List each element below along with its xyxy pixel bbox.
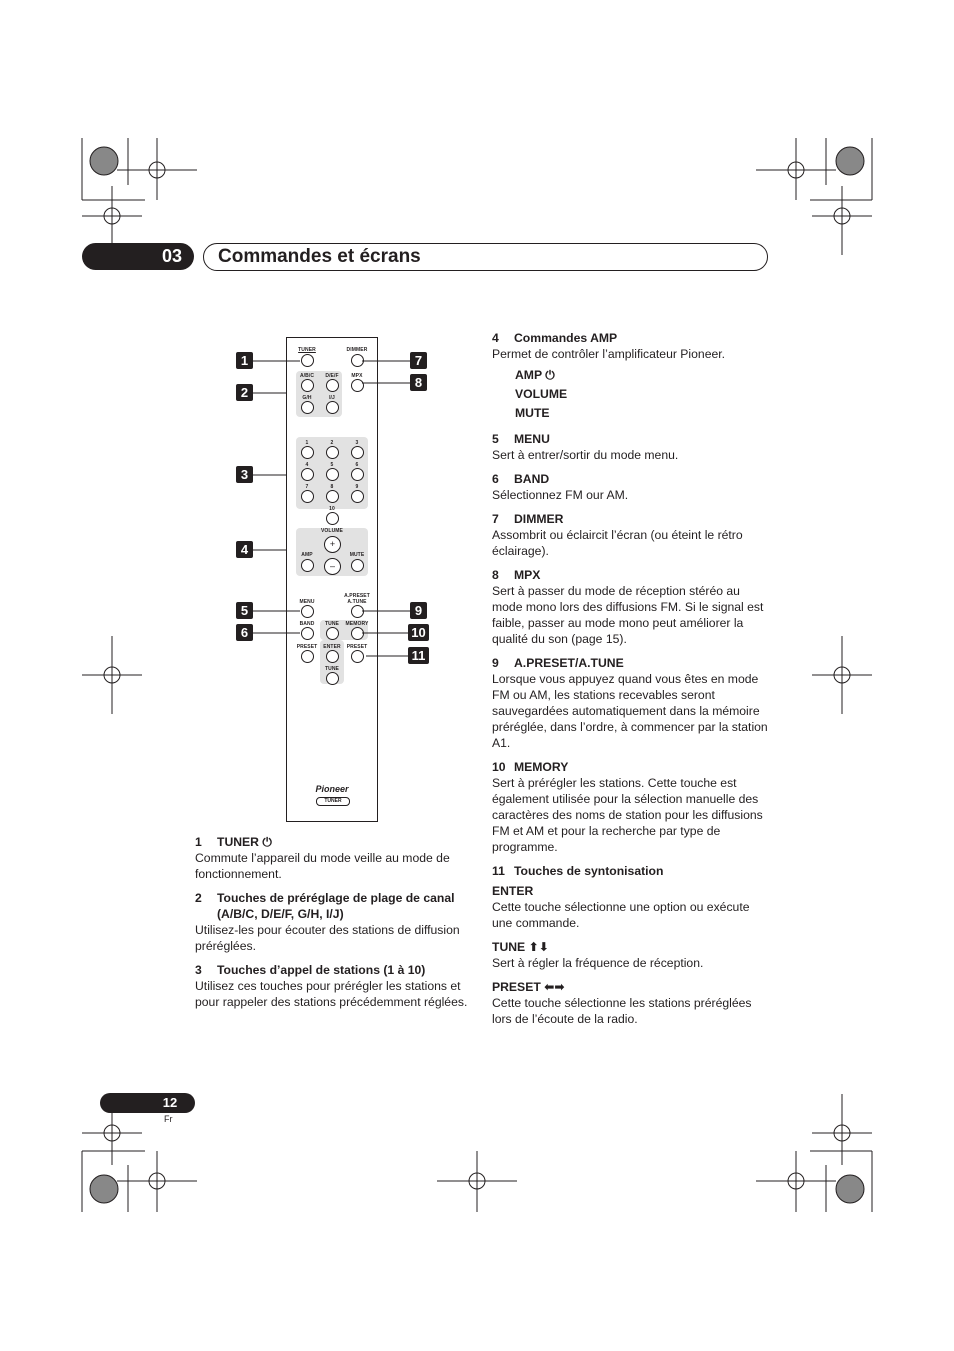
- callout-5: 5: [236, 602, 253, 619]
- amp-sub-1: AMP ⏻: [515, 368, 555, 382]
- remote-label-ij: I/J: [329, 395, 335, 401]
- remote-label-2: 2: [330, 440, 334, 446]
- remote-label-7: 7: [305, 484, 309, 490]
- item-6-text: Sélectionnez FM our AM.: [492, 488, 629, 502]
- remote-label-atune: A.TUNE: [347, 599, 367, 605]
- remote-label-dimmer: DIMMER: [346, 347, 368, 353]
- item-7-text: Assombrit ou éclaircit l’écran (ou éteint le rétro éclairage).: [492, 528, 743, 558]
- brand-logo: Pioneer: [315, 784, 349, 794]
- preset-text: Cette touche sélectionne les stations préréglées lors de l’écoute de la radio.: [492, 996, 752, 1026]
- amp-sub-2: VOLUME: [515, 387, 568, 401]
- callout-3: 3: [236, 466, 253, 483]
- remote-label-amp: AMP: [301, 552, 313, 558]
- callout-8: 8: [410, 374, 427, 391]
- left-column: [195, 834, 473, 1018]
- model-label: TUNER: [316, 797, 350, 806]
- callout-1: 1: [236, 352, 253, 369]
- item-4-heading: 4 Commandes AMP: [492, 331, 618, 345]
- chapter-number: 03: [161, 246, 183, 266]
- item-7-heading: 7 DIMMER: [492, 512, 564, 526]
- item-4-text: Permet de contrôler l’amplificateur Pioneer.: [492, 347, 726, 361]
- callout-6: 6: [236, 624, 253, 641]
- callout-11: 11: [408, 647, 429, 664]
- remote-label-band: BAND: [299, 621, 315, 627]
- item-8-text: Sert à passer du mode de réception stéréo au mode mono lors des diffusions FM. Si le signal est faible, passer au mode mono peut améliorer la qualité du son (page 15).: [492, 584, 764, 646]
- callout-2: 2: [236, 384, 253, 401]
- remote-label-5: 5: [330, 462, 334, 468]
- item-5-text: Sert à entrer/sortir du mode menu.: [492, 448, 679, 462]
- remote-label-enter: ENTER: [323, 644, 341, 650]
- item-6-heading: 6 BAND: [492, 472, 550, 486]
- item-1-heading: 1 TUNER ⏻: [195, 835, 273, 849]
- page-number: 12: [162, 1095, 178, 1110]
- callout-4: 4: [236, 541, 253, 558]
- item-2-text: Utilisez-les pour écouter des stations de diffusion préréglées.: [195, 923, 460, 953]
- remote-label-abc: A/B/C: [299, 373, 315, 379]
- remote-label-10: 10: [329, 506, 335, 512]
- item-8-heading: 8 MPX: [492, 568, 541, 582]
- item-1-text: Commute l’appareil du mode veille au mode de fonctionnement.: [195, 851, 450, 881]
- remote-label-volume: VOLUME: [321, 528, 343, 534]
- remote-label-4: 4: [305, 462, 309, 468]
- remote-label-apreset: A.PRESET: [344, 593, 370, 599]
- callout-9: 9: [410, 602, 427, 619]
- remote-label-mpx: MPX: [351, 373, 363, 379]
- right-column: [492, 330, 768, 1035]
- tune-text: Sert à régler la fréquence de réception.: [492, 956, 704, 970]
- item-2-heading: 2 Touches de préréglage de plage de canal (A/B/C, D/E/F, G/H, I/J): [195, 891, 455, 921]
- remote-label-preset-left: PRESET: [296, 644, 318, 650]
- remote-label-8: 8: [330, 484, 334, 490]
- item-10-heading: 10 MEMORY: [492, 760, 569, 774]
- tune-heading: TUNE ⬆⬇: [492, 940, 549, 954]
- remote-label-tune-up: TUNE: [324, 621, 339, 627]
- callout-10: 10: [408, 624, 429, 641]
- item-3-text: Utilisez ces touches pour prérégler les stations et pour rappeler des stations précédemment réglées.: [195, 979, 468, 1009]
- callout-7: 7: [410, 352, 427, 369]
- remote-label-9: 9: [355, 484, 359, 490]
- remote-label-memory: MEMORY: [345, 621, 369, 627]
- preset-heading: PRESET ⬅➡: [492, 980, 565, 994]
- item-10-text: Sert à prérégler les stations. Cette touche est également utilisée pour la sélection manuelle des caractères des noms de station pour les diffusions FM et AM et pour la recherche par type de programme.: [492, 776, 763, 854]
- item-9-heading: 9 A.PRESET/A.TUNE: [492, 656, 624, 670]
- remote-label-mute: MUTE: [349, 552, 365, 558]
- remote-label-tuner: TUNER: [298, 347, 316, 353]
- remote-label-preset-right: PRESET: [346, 644, 368, 650]
- page-language: Fr: [164, 1114, 173, 1124]
- remote-label-gh: G/H: [302, 395, 312, 401]
- enter-heading: ENTER: [492, 884, 534, 898]
- remote-label-1: 1: [305, 440, 309, 446]
- volume-down-button: –: [324, 558, 341, 575]
- page-title: Commandes et écrans: [218, 246, 421, 267]
- amp-sub-3: MUTE: [515, 406, 550, 420]
- volume-up-button: +: [324, 536, 341, 553]
- item-9-text: Lorsque vous appuyez quand vous êtes en mode FM ou AM, les stations recevables seront sauvegardées automatiquement dans la mémoire préréglée, dans l’ordre, à commencer par la station A1.: [492, 672, 768, 750]
- remote-label-tune-down: TUNE: [324, 666, 339, 672]
- enter-text: Cette touche sélectionne une option ou exécute une commande.: [492, 900, 750, 930]
- remote-label-6: 6: [355, 462, 359, 468]
- item-5-heading: 5 MENU: [492, 432, 550, 446]
- remote-label-def: D/E/F: [325, 373, 339, 379]
- item-11-heading: 11 Touches de syntonisation: [492, 864, 664, 878]
- remote-label-3: 3: [355, 440, 359, 446]
- item-3-heading: 3 Touches d’appel de stations (1 à 10): [195, 963, 426, 977]
- remote-label-menu: MENU: [299, 599, 315, 605]
